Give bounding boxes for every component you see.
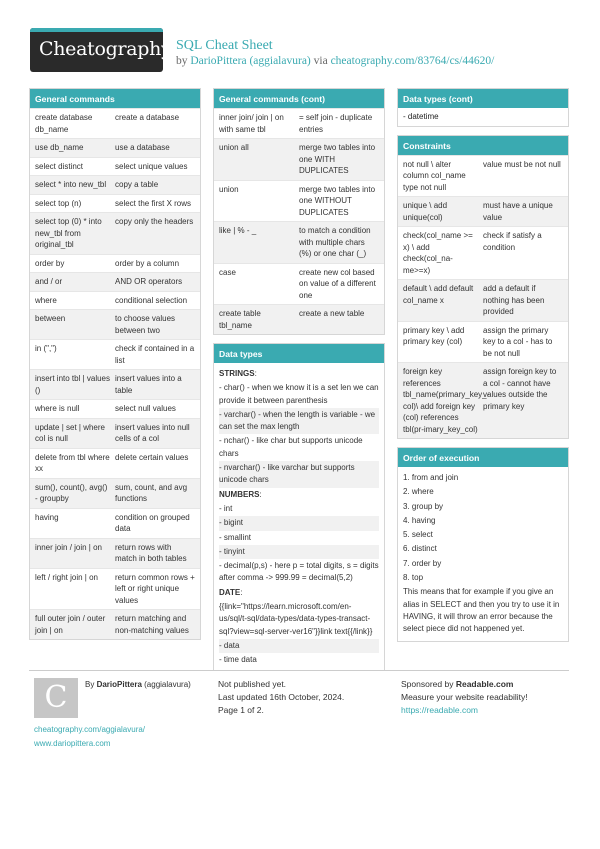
table-row xyxy=(30,339,200,369)
description-cell: value must be not null xyxy=(483,159,561,169)
command-cell: create table tbl_name xyxy=(219,309,261,330)
section-title: Data types (cont) xyxy=(398,89,568,108)
cheatography-logo[interactable] xyxy=(30,28,172,72)
description-cell: insert values into a table xyxy=(115,374,182,395)
section-title: General commands (cont) xyxy=(214,89,384,108)
numbers-label: NUMBERS: xyxy=(219,489,262,499)
list-item: - smallint xyxy=(219,532,252,542)
description-cell: select unique values xyxy=(115,161,188,171)
command-cell: having xyxy=(35,512,59,522)
publish-status: Not published yet. xyxy=(218,679,287,689)
footer-author xyxy=(85,680,191,689)
table-row xyxy=(398,362,568,438)
command-cell: insert into tbl | values () xyxy=(35,374,111,395)
table-row xyxy=(214,180,384,222)
strings-label-text: STRINGS xyxy=(219,369,255,378)
data-types-content xyxy=(214,363,384,670)
table-row xyxy=(30,478,200,508)
description-cell: sum, count, and avg functions xyxy=(115,482,188,503)
command-cell: default \ add default col_name x xyxy=(403,284,474,305)
description-cell: merge two tables into one WITH DUPLICATES xyxy=(299,143,376,175)
list-item: {{link="https://learn.microsoft.com/en-us/sql/t-sql/data-types/data-types-transact-sql?view=sql-server-ver16"}}link text{{/link}} xyxy=(219,602,373,636)
table-row xyxy=(214,263,384,305)
description-cell: conditional selection xyxy=(115,295,188,305)
command-cell: case xyxy=(219,267,236,277)
list-item: - varchar() - when the length is variable - we can set the max length xyxy=(219,408,379,435)
constraints-table xyxy=(398,155,568,439)
data-types-section xyxy=(213,343,385,671)
sponsor-url-link[interactable]: https://readable.com xyxy=(401,705,479,715)
avatar-letter: C xyxy=(44,680,68,715)
description-cell: check if satisfy a condition xyxy=(483,231,542,252)
description-cell: to choose values between two xyxy=(115,314,176,335)
table-row xyxy=(398,155,568,197)
table-row xyxy=(30,399,200,418)
description-cell: to match a condition with multiple chars (%) or one char (_) xyxy=(299,226,371,258)
description-cell: merge two tables into one WITHOUT DUPLICATES xyxy=(299,184,376,217)
table-row xyxy=(30,272,200,291)
numbers-label-text: NUMBERS xyxy=(219,489,260,499)
command-cell: union xyxy=(219,184,239,194)
command-cell: use db_name xyxy=(35,143,84,152)
page-number: Page 1 of 2. xyxy=(218,705,264,715)
command-cell: primary key \ add primary key (col) xyxy=(403,325,465,346)
description-cell: copy only the headers xyxy=(115,217,194,226)
order-of-execution-section xyxy=(397,447,569,642)
description-cell: assign the primary key to a col - has to be not null xyxy=(483,325,553,358)
description-cell: select the first X rows xyxy=(115,198,192,208)
strings-label: STRINGS: xyxy=(219,369,257,378)
command-cell: unique \ add unique(col) xyxy=(403,201,448,222)
description-cell: create a new table xyxy=(299,309,365,318)
constraints-section xyxy=(397,135,569,440)
footer-author-handle: (aggialavura) xyxy=(141,680,191,689)
column-1 xyxy=(29,88,201,648)
general-commands-section xyxy=(29,88,201,640)
author-website-link[interactable]: www.dariopittera.com xyxy=(34,739,111,748)
list-item: - char() - when we know it is a set len we can provide it between parenthesis xyxy=(219,383,379,405)
description-cell: return rows with match in both tables xyxy=(115,542,187,563)
sponsor-line xyxy=(401,679,513,689)
via-text: via xyxy=(310,55,331,67)
list-item: - time data xyxy=(219,655,257,665)
description-cell: create a database xyxy=(115,113,180,122)
description-cell: AND OR operators xyxy=(115,277,183,286)
section-title: Order of execution xyxy=(398,448,568,467)
author-link[interactable]: DarioPittera (aggialavura) xyxy=(190,55,311,67)
date-label-text: DATE xyxy=(219,587,241,597)
table-row xyxy=(214,221,384,263)
table-row xyxy=(398,226,568,279)
column-2 xyxy=(213,88,385,679)
table-row xyxy=(30,175,200,194)
table-row xyxy=(30,291,200,310)
last-updated: Last updated 16th October, 2024. xyxy=(218,692,345,702)
column-3 xyxy=(397,88,569,650)
list-item: - nchar() - like char but supports unicode chars xyxy=(219,436,363,458)
list-item: 1. from and join xyxy=(403,473,459,482)
command-cell: select * into new_tbl xyxy=(35,180,107,189)
sponsor-name[interactable]: Readable.com xyxy=(455,679,514,689)
sponsor-prefix: Sponsored by xyxy=(401,679,456,689)
command-cell: inner join / join | on xyxy=(35,542,103,552)
execution-note: This means that for example if you give an alias in SELECT and then you try to use it in HAVING, it will throw an error because the select piece did not happened yet. xyxy=(403,587,560,634)
author-profile-link[interactable]: cheatography.com/aggialavura/ xyxy=(34,725,146,734)
byline xyxy=(176,55,494,67)
description-cell: must have a unique value xyxy=(483,201,553,222)
table-row xyxy=(398,279,568,321)
list-item: 3. group by xyxy=(403,501,444,511)
command-cell: sum(), count(), avg() - groupby xyxy=(35,482,108,503)
description-cell: check if contained in a list xyxy=(115,344,195,365)
description-cell: assign foreign key to a col - cannot have values outside the primary key xyxy=(483,367,557,411)
description-cell: create new col based on value of a different one xyxy=(299,267,376,300)
table-row xyxy=(30,138,200,157)
command-cell: left / right join | on xyxy=(35,572,98,582)
table-row xyxy=(214,108,384,138)
description-cell: add a default if nothing has been provided xyxy=(483,284,545,316)
table-row xyxy=(30,212,200,254)
table-row xyxy=(30,369,200,399)
command-cell: full outer join / outer join | on xyxy=(35,614,106,635)
command-cell: where xyxy=(35,295,57,305)
page-title: SQL Cheat Sheet xyxy=(176,38,273,53)
list-item: - data xyxy=(219,639,379,653)
table-row xyxy=(30,254,200,273)
list-item: 2. where xyxy=(403,487,434,497)
table-row xyxy=(214,138,384,180)
description-cell: delete certain values xyxy=(115,452,189,462)
logo-accent-bar xyxy=(30,28,163,32)
command-cell: create database db_name xyxy=(35,113,93,134)
sponsor-tagline: Measure your website readability! xyxy=(401,692,528,702)
logo-text: Cheatography xyxy=(39,38,172,60)
list-item: - int xyxy=(219,503,233,513)
avatar[interactable] xyxy=(34,678,78,718)
command-cell: between xyxy=(35,314,66,323)
command-cell: and / or xyxy=(35,277,63,286)
description-cell: condition on grouped data xyxy=(115,512,190,533)
general-commands-cont-table xyxy=(214,108,384,334)
list-item: - decimal(p,s) - here p = total digits, s = digits after comma -> 999.99 = decimal(5,2) xyxy=(219,561,379,583)
description-cell: insert values into null cells of a col xyxy=(115,422,190,443)
list-item: 7. order by xyxy=(403,558,442,568)
table-row xyxy=(30,157,200,176)
order-list xyxy=(398,467,568,641)
description-cell: copy a table xyxy=(115,180,159,189)
table-row xyxy=(30,418,200,448)
by-prefix: by xyxy=(176,55,191,67)
footer-author-name[interactable]: DarioPittera xyxy=(96,680,142,689)
general-commands-cont-section xyxy=(213,88,385,335)
description-cell: = self join - duplicate entries xyxy=(299,113,373,134)
table-row xyxy=(30,609,200,639)
command-cell: not null \ alter column col_name type not null xyxy=(403,159,466,192)
command-cell: inner join/ join | on with same tbl xyxy=(219,113,284,134)
list-item: - nvarchar() - like varchar but supports unicode chars xyxy=(219,461,379,488)
description-cell: return common rows + left or right unique values xyxy=(115,572,195,605)
list-item: 4. having xyxy=(403,515,436,525)
footer-divider xyxy=(29,670,569,671)
list-item: - datetime xyxy=(403,112,439,121)
description-cell: use a database xyxy=(115,143,170,152)
command-cell: order by xyxy=(35,258,65,268)
table-row xyxy=(30,538,200,568)
command-cell: select top (0) * into new_tbl from original_tbl xyxy=(35,217,102,249)
command-cell: delete from tbl where xx xyxy=(35,452,110,473)
list-item: - tinyint xyxy=(219,545,379,559)
command-cell: union all xyxy=(219,143,249,152)
table-row xyxy=(30,309,200,339)
description-cell: order by a column xyxy=(115,258,180,268)
command-cell: like | % - _ xyxy=(219,226,257,235)
data-types-cont-section xyxy=(397,88,569,127)
command-cell: select top (n) xyxy=(35,198,82,208)
description-cell: select null values xyxy=(115,404,176,413)
command-cell: foreign key references tbl_name(primary_key_-col)\ add foreign key (col) references tbl(pr-imary_key_col) xyxy=(403,367,490,434)
table-row xyxy=(30,108,200,138)
section-title: Constraints xyxy=(398,136,568,155)
description-cell: return matching and non-matching values xyxy=(115,614,189,635)
footer-by-prefix: By xyxy=(85,680,97,689)
section-title: Data types xyxy=(214,344,384,363)
table-row xyxy=(214,304,384,334)
list-item: 5. select xyxy=(403,530,433,540)
table-row xyxy=(398,321,568,363)
sheet-url-link[interactable]: cheatography.com/83764/cs/44620/ xyxy=(330,55,495,67)
list-item: 8. top xyxy=(403,573,424,583)
table-row xyxy=(30,448,200,478)
date-label: DATE: xyxy=(219,587,243,597)
list-item: - bigint xyxy=(219,516,379,530)
command-cell: check(col_name >= x) \ add check(col_na-me>=x) xyxy=(403,231,473,275)
table-row xyxy=(30,568,200,610)
table-row xyxy=(30,508,200,538)
general-commands-table xyxy=(30,108,200,639)
command-cell: where is null xyxy=(35,404,80,413)
command-cell: select distinct xyxy=(35,161,84,171)
list-item: 6. distinct xyxy=(403,544,437,554)
section-title: General commands xyxy=(30,89,200,108)
command-cell: in (",") xyxy=(35,344,57,353)
command-cell: update | set | where col is null xyxy=(35,422,105,443)
table-row xyxy=(398,196,568,226)
table-row xyxy=(30,194,200,213)
